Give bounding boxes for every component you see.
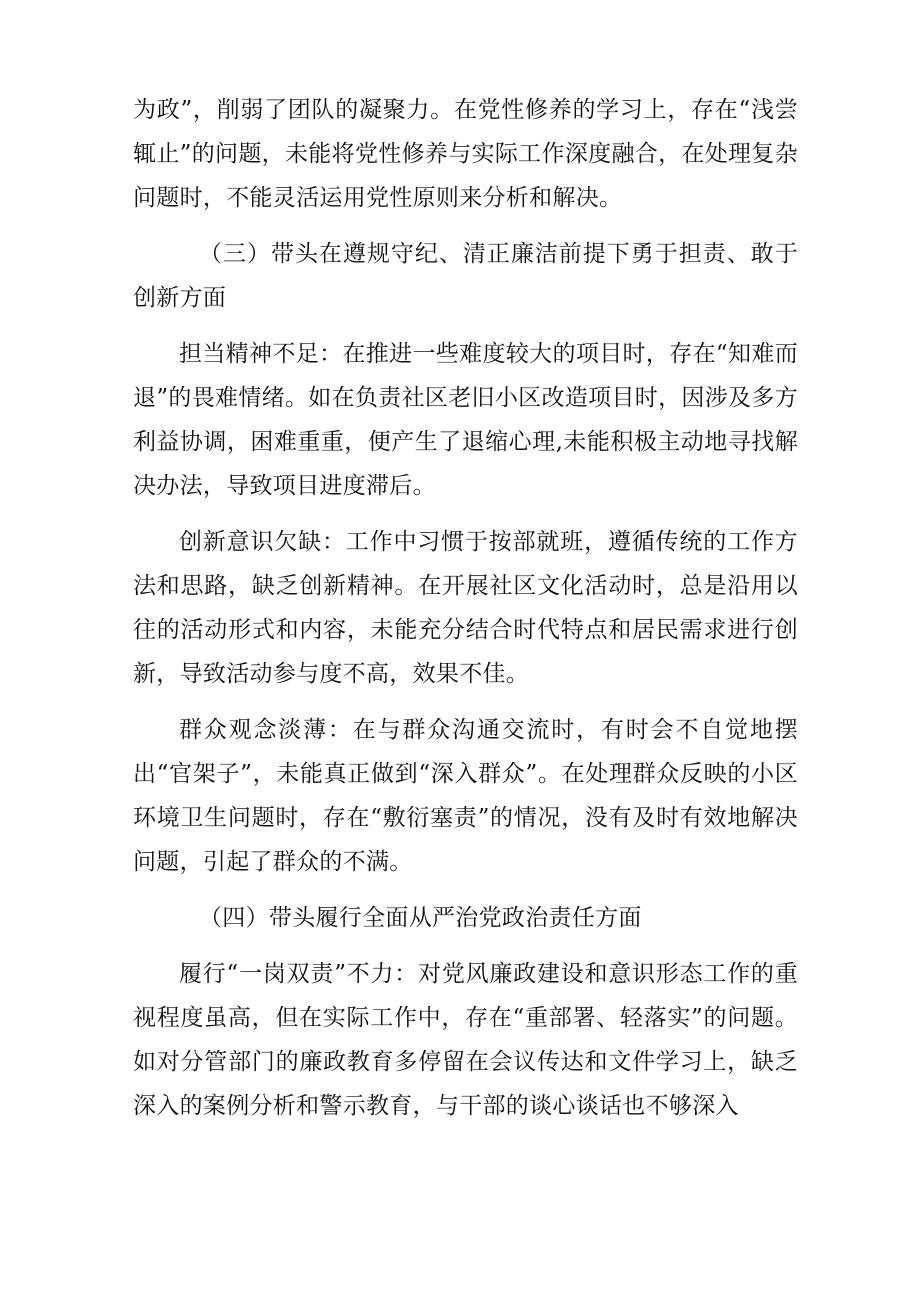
section-heading-three: （三）带头在遵规守纪、清正廉洁前提下勇于担责、敢于创新方面 (133, 241, 798, 311)
paragraph-dual-duty: 履行“一岗双责”不力：对党风廉政建设和意识形态工作的重视程度虽高，但在实际工作中，存在“重部署、轻落实”的问题。如对分管部门的廉政教育多停留在会议传达和文件学习上，缺乏深入的案例分析和警示教育，与干部的谈心谈话也不够深入 (133, 961, 798, 1119)
paragraph-mass-concept: 群众观念淡薄：在与群众沟通交流时，有时会不自觉地摆出“官架子”，未能真正做到“深入群众”。在处理群众反映的小区环境卫生问题时，存在“敷衍塞责”的情况，没有及时有效地解决问题，引起了群众的不满。 (133, 717, 798, 875)
paragraph-innovation: 创新意识欠缺：工作中习惯于按部就班，遵循传统的工作方法和思路，缺乏创新精神。在开展社区文化活动时，总是沿用以往的活动形式和内容，未能充分结合时代特点和居民需求进行创新，导致活动参与度不高，效果不佳。 (133, 529, 798, 687)
paragraph-responsibility: 担当精神不足：在推进一些难度较大的项目时，存在“知难而退”的畏难情绪。如在负责社区老旧小区改造项目时，因涉及多方利益协调，困难重重，便产生了退缩心理,未能积极主动地寻找解决办法，导致项目进度滞后。 (133, 341, 798, 499)
paragraph-continuation: 为政”，削弱了团队的凝聚力。在党性修养的学习上，存在“浅尝辄止”的问题，未能将党性修养与实际工作深度融合，在处理复杂问题时，不能灵活运用党性原则来分析和解决。 (133, 97, 798, 211)
section-heading-four: （四）带头履行全面从严治党政治责任方面 (199, 905, 642, 931)
